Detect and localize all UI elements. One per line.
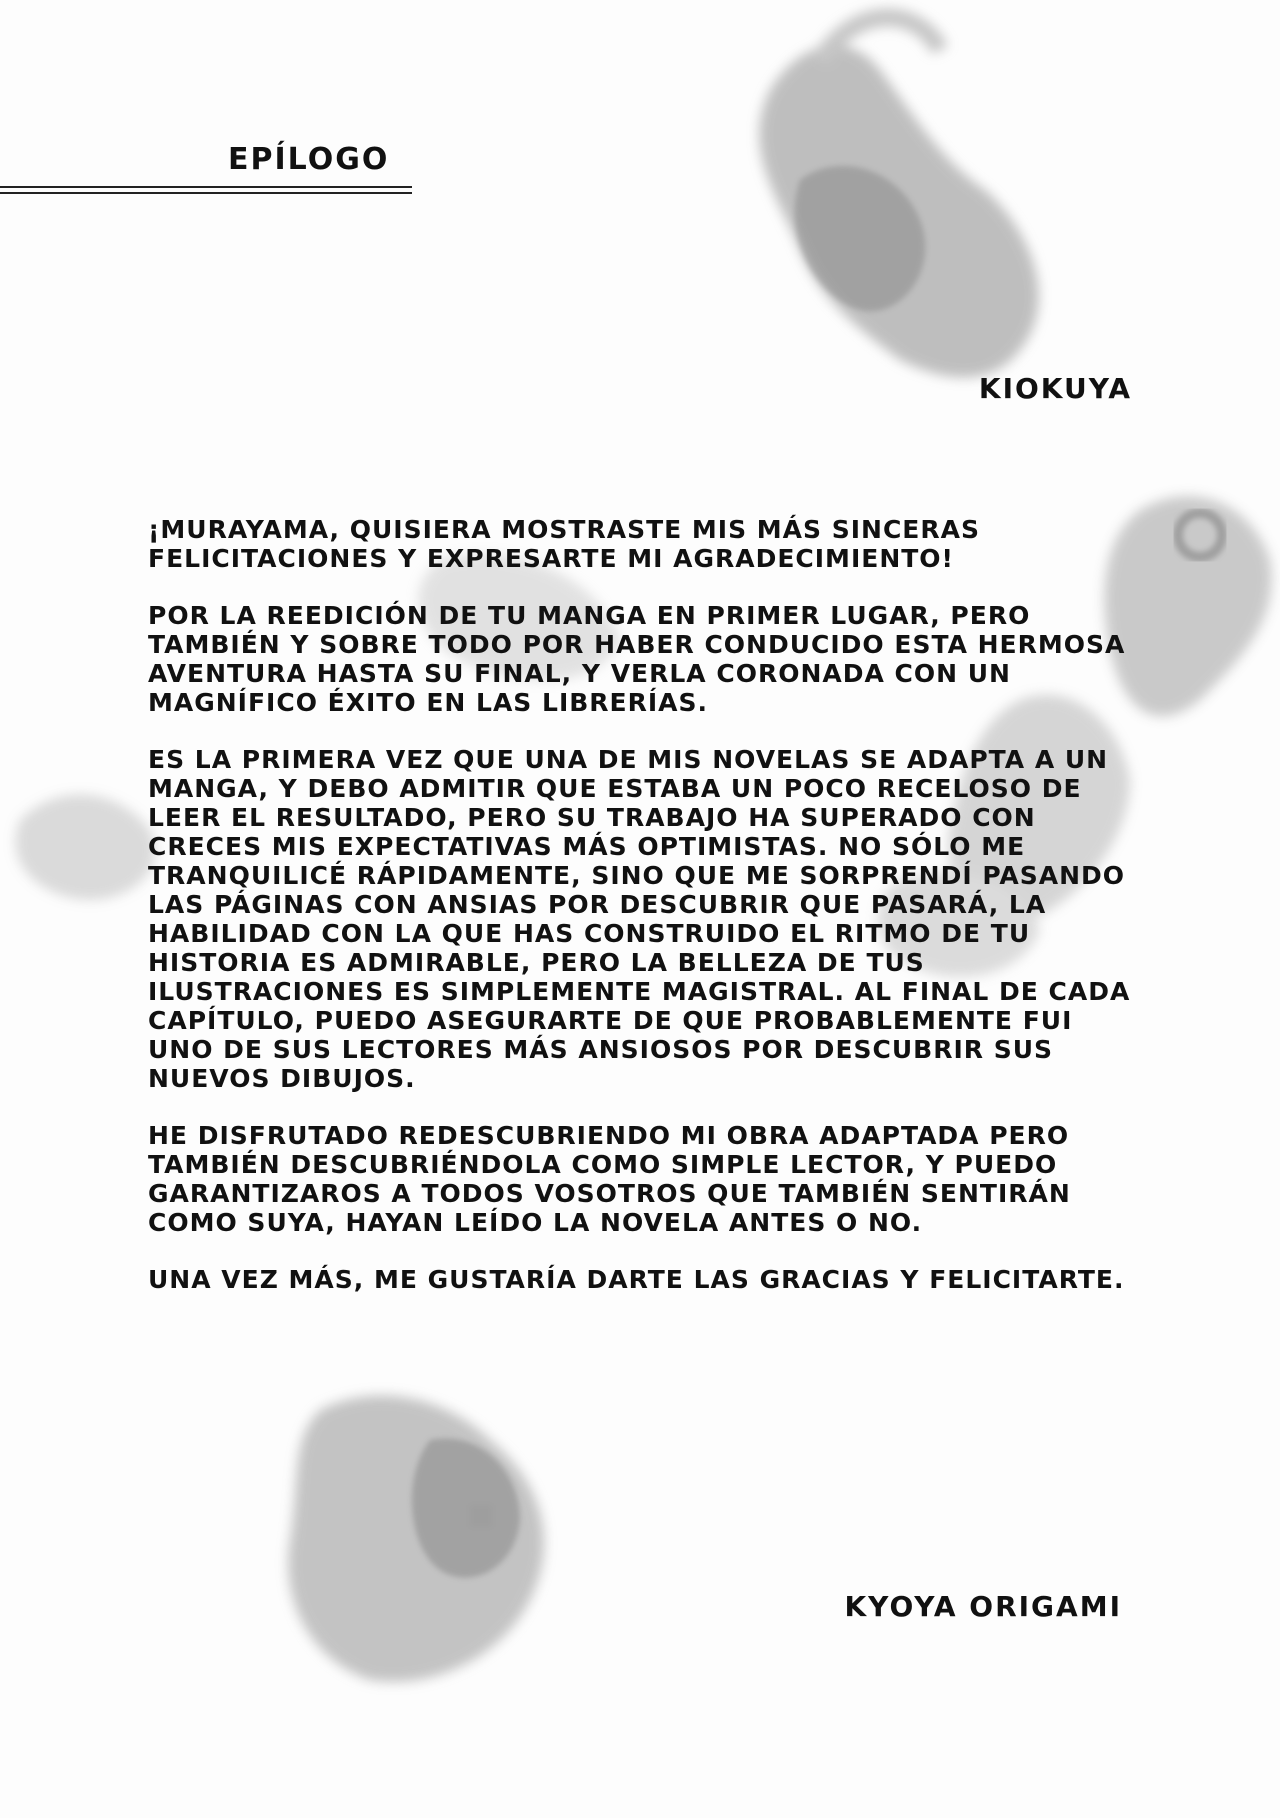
text-line: POR LA REEDICIÓN DE TU MANGA EN PRIMER LUGAR, PERO xyxy=(148,601,1031,630)
signature: KYOYA ORIGAMI xyxy=(844,1590,1122,1623)
paragraph-3 xyxy=(148,745,1133,1093)
title-underline xyxy=(0,186,412,200)
text-line: TAMBIÉN DESCUBRIÉNDOLA COMO SIMPLE LECTOR, Y PUEDO xyxy=(148,1150,1058,1179)
text-line: CRECES MIS EXPECTATIVAS MÁS OPTIMISTAS. NO SÓLO ME xyxy=(148,832,1026,861)
text-line: GARANTIZAROS A TODOS VOSOTROS QUE TAMBIÉN SENTIRÁN xyxy=(148,1179,1071,1208)
text-line: MANGA, Y DEBO ADMITIR QUE ESTABA UN POCO RECELOSO DE xyxy=(148,774,1082,803)
letter-body xyxy=(148,515,1133,1322)
text-line: TAMBIÉN Y SOBRE TODO POR HABER CONDUCIDO ESTA HERMOSA xyxy=(148,630,1126,659)
text-line: HE DISFRUTADO REDESCUBRIENDO MI OBRA ADAPTADA PERO xyxy=(148,1121,1070,1150)
text-line: UNA VEZ MÁS, ME GUSTARÍA DARTE LAS GRACIAS Y FELICITARTE. xyxy=(148,1265,1125,1294)
text-line: LEER EL RESULTADO, PERO SU TRABAJO HA SUPERADO CON xyxy=(148,803,1036,832)
text-line: MAGNÍFICO ÉXITO EN LAS LIBRERÍAS. xyxy=(148,688,709,717)
header-author: KIOKUYA xyxy=(978,372,1132,405)
paragraph-4 xyxy=(148,1121,1133,1237)
text-line: UNO DE SUS LECTORES MÁS ANSIOSOS POR DESCUBRIR SUS xyxy=(148,1035,1054,1064)
paragraph-5 xyxy=(148,1265,1133,1294)
text-line: AVENTURA HASTA SU FINAL, Y VERLA CORONADA CON UN xyxy=(148,659,1011,688)
text-line: ES LA PRIMERA VEZ QUE UNA DE MIS NOVELAS SE ADAPTA A UN xyxy=(148,745,1109,774)
text-line: HISTORIA ES ADMIRABLE, PERO LA BELLEZA DE TUS xyxy=(148,948,925,977)
paragraph-1 xyxy=(148,515,1133,573)
page-title: EPÍLOGO xyxy=(228,142,390,177)
text-line: TRANQUILICÉ RÁPIDAMENTE, SINO QUE ME SORPRENDÍ PASANDO xyxy=(148,861,1125,890)
text-line: CAPÍTULO, PUEDO ASEGURARTE DE QUE PROBABLEMENTE FUI xyxy=(148,1006,1073,1035)
text-line: FELICITACIONES Y EXPRESARTE MI AGRADECIMIENTO! xyxy=(148,544,954,573)
text-line: ¡MURAYAMA, QUISIERA MOSTRASTE MIS MÁS SINCERAS xyxy=(148,515,980,544)
paragraph-2 xyxy=(148,601,1133,717)
text-line: ILUSTRACIONES ES SIMPLEMENTE MAGISTRAL. AL FINAL DE CADA xyxy=(148,977,1131,1006)
title-underline-top xyxy=(0,186,412,188)
text-line: NUEVOS DIBUJOS. xyxy=(148,1064,416,1093)
text-line: HABILIDAD CON LA QUE HAS CONSTRUIDO EL RITMO DE TU xyxy=(148,919,1031,948)
text-line: LAS PÁGINAS CON ANSIAS POR DESCUBRIR QUE PASARÁ, LA xyxy=(148,890,1047,919)
title-underline-bottom xyxy=(0,192,412,194)
text-line: COMO SUYA, HAYAN LEÍDO LA NOVELA ANTES O NO. xyxy=(148,1208,923,1237)
